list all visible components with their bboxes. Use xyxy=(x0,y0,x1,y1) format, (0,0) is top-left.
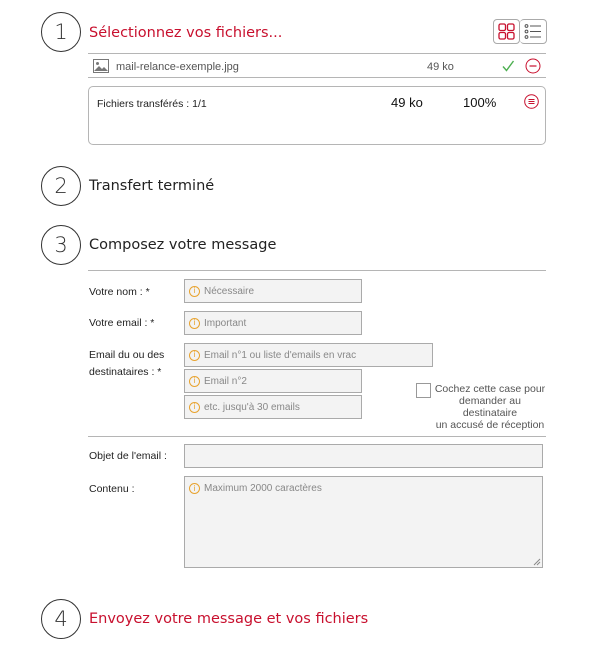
step-1-circle xyxy=(41,12,81,52)
name-placeholder: Nécessaire xyxy=(204,285,255,297)
email-input[interactable] xyxy=(184,311,362,335)
read-receipt-line-3: un accusé de réception xyxy=(435,419,545,431)
transfer-label: Fichiers transférés : 1/1 xyxy=(97,98,207,110)
step-2-title: Transfert terminé xyxy=(89,178,215,194)
step-3-title: Composez votre message xyxy=(89,237,277,253)
list-view-button[interactable] xyxy=(520,19,547,44)
info-icon: i xyxy=(189,376,200,387)
recipient-1-placeholder: Email n°1 ou liste d'emails en vrac xyxy=(204,349,357,361)
step-1-number: 1 xyxy=(54,20,68,44)
read-receipt-checkbox[interactable] xyxy=(416,383,431,398)
file-size: 49 ko xyxy=(427,61,454,73)
subject-input[interactable] xyxy=(184,444,543,468)
transfer-percent: 100% xyxy=(463,95,497,110)
content-textarea[interactable] xyxy=(184,476,543,568)
step-4-number: 4 xyxy=(54,607,68,631)
step-1-title[interactable]: Sélectionnez vos fichiers... xyxy=(89,25,283,41)
email-label: Votre email : * xyxy=(89,317,155,329)
read-receipt-label xyxy=(432,383,548,431)
file-name: mail-relance-exemple.jpg xyxy=(116,61,239,73)
step-2-number: 2 xyxy=(54,174,68,198)
name-input[interactable] xyxy=(184,279,362,303)
info-icon: i xyxy=(189,318,200,329)
step-4-title[interactable]: Envoyez votre message et vos fichiers xyxy=(89,611,369,627)
recipients-label xyxy=(89,347,164,381)
subject-label: Objet de l'email : xyxy=(89,450,167,462)
recipient-3-input[interactable] xyxy=(184,395,362,419)
step-3-circle xyxy=(41,225,81,265)
file-row-top-divider xyxy=(88,53,546,54)
read-receipt-line-1: Cochez cette case pour xyxy=(434,383,546,395)
file-row-bottom-divider xyxy=(88,77,546,78)
form-middle-divider xyxy=(88,436,546,437)
grid-view-button[interactable] xyxy=(493,19,520,44)
list-view-icon xyxy=(524,23,542,40)
content-placeholder: Maximum 2000 caractères xyxy=(204,483,322,494)
transfer-size: 49 ko xyxy=(391,95,423,110)
transfer-status-box xyxy=(88,86,546,145)
recipient-1-input[interactable] xyxy=(184,343,433,367)
check-icon xyxy=(501,59,515,73)
info-icon: i xyxy=(189,402,200,413)
email-placeholder: Important xyxy=(204,317,247,329)
remove-file-icon[interactable] xyxy=(525,58,541,74)
step-2-circle xyxy=(41,166,81,206)
read-receipt-line-2: demander au destinataire xyxy=(459,395,521,419)
info-icon: i xyxy=(189,483,200,494)
step-4-circle xyxy=(41,599,81,639)
recipient-2-placeholder: Email n°2 xyxy=(204,375,247,387)
step-3-number: 3 xyxy=(54,233,68,257)
info-icon: i xyxy=(189,286,200,297)
resize-handle-icon[interactable] xyxy=(533,558,541,566)
recipients-label-line-1: Email du ou des xyxy=(89,349,165,361)
info-icon: i xyxy=(189,350,200,361)
name-label: Votre nom : * xyxy=(89,286,150,298)
recipients-label-line-2: destinataires : * xyxy=(89,366,162,378)
recipient-3-placeholder: etc. jusqu'à 30 emails xyxy=(204,401,300,413)
menu-circle-icon[interactable] xyxy=(524,94,539,109)
form-top-divider xyxy=(88,270,546,271)
image-file-icon xyxy=(93,59,109,73)
recipient-2-input[interactable] xyxy=(184,369,362,393)
content-label: Contenu : xyxy=(89,483,135,495)
grid-view-icon xyxy=(498,23,515,40)
